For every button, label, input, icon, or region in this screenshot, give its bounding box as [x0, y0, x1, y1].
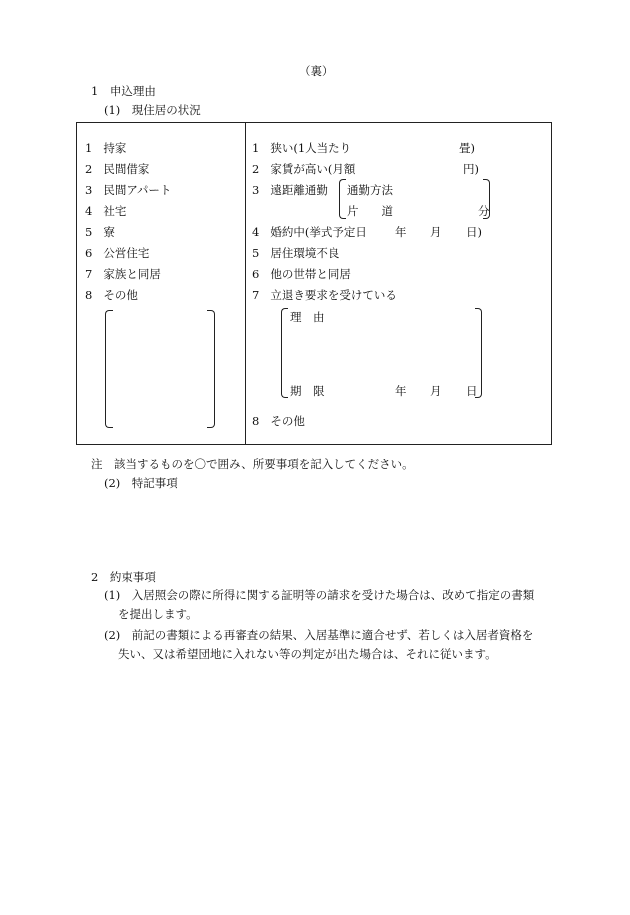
table-divider	[245, 123, 246, 444]
left-item-8: 8 その他	[85, 288, 138, 302]
page-title: （裏）	[299, 64, 334, 78]
commute-bracket-close	[483, 179, 490, 219]
left-item-2: 2 民間借家	[85, 162, 150, 176]
wedding-year: 年	[395, 225, 407, 239]
right-item-2-unit: 円)	[463, 162, 479, 176]
section2-heading: 2 約束事項	[91, 570, 156, 584]
eviction-year: 年	[395, 384, 407, 398]
right-item-7: 7 立退き要求を受けている	[252, 288, 397, 302]
eviction-month: 月	[430, 384, 442, 398]
eviction-bracket-open	[281, 308, 288, 398]
right-item-8: 8 その他	[252, 414, 305, 428]
wedding-day: 日)	[466, 225, 482, 239]
right-item-2: 2 家賃が高い(月額	[252, 162, 356, 176]
commute-method-label: 通勤方法	[347, 183, 393, 197]
left-item-5: 5 寮	[85, 225, 115, 239]
wedding-month: 月	[430, 225, 442, 239]
table-note: 注 該当するものを〇で囲み、所要事項を記入してください。	[91, 457, 414, 471]
promise-item-2-line2: 失い、又は希望団地に入れない等の判定が出た場合は、それに従います。	[118, 647, 497, 661]
left-item-3: 3 民間アパート	[85, 183, 172, 197]
promise-item-1-line2: を提出します。	[118, 607, 198, 621]
commute-bracket-open	[339, 179, 346, 219]
section1-sub1: (1) 現住居の状況	[104, 103, 201, 117]
right-item-1: 1 狭い(1人当たり	[252, 141, 352, 155]
right-item-4: 4 婚約中(挙式予定日	[252, 225, 367, 239]
other-left-bracket-close	[207, 310, 215, 428]
eviction-reason-label: 理 由	[290, 310, 325, 324]
eviction-day: 日	[466, 384, 478, 398]
section1-heading: 1 申込理由	[91, 84, 156, 98]
right-item-6: 6 他の世帯と同居	[252, 267, 351, 281]
promise-item-1-line1: (1) 入居照会の際に所得に関する証明等の請求を受けた場合は、改めて指定の書類	[104, 588, 535, 602]
commute-minutes-unit: 分	[478, 204, 490, 218]
commute-oneway-label: 片 道	[347, 204, 393, 218]
left-item-6: 6 公営住宅	[85, 246, 150, 260]
left-item-1: 1 持家	[85, 141, 127, 155]
right-item-1-unit: 畳)	[459, 141, 475, 155]
section1-sub2: (2) 特記事項	[104, 476, 178, 490]
eviction-bracket-close	[475, 308, 482, 398]
right-item-5: 5 居住環境不良	[252, 246, 340, 260]
eviction-deadline-label: 期 限	[290, 384, 325, 398]
other-left-bracket-open	[105, 310, 113, 428]
left-item-4: 4 社宅	[85, 204, 127, 218]
right-item-3: 3 遠距離通勤	[252, 183, 328, 197]
left-item-7: 7 家族と同居	[85, 267, 161, 281]
promise-item-2-line1: (2) 前記の書類による再審査の結果、入居基準に適合せず、若しくは入居者資格を	[104, 628, 534, 642]
